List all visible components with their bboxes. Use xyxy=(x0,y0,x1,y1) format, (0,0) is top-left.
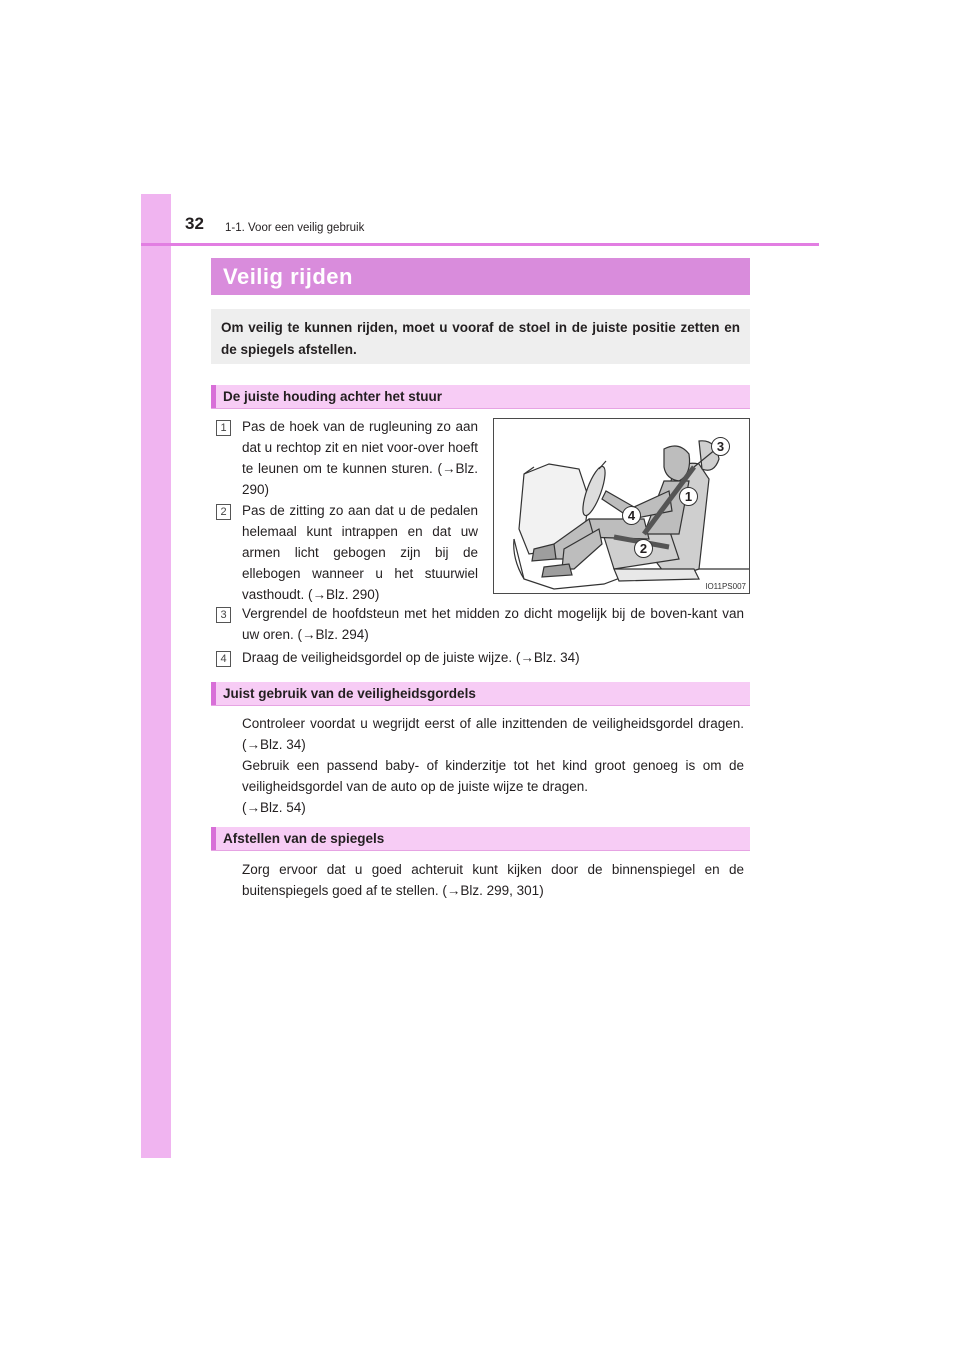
step-text: Vergrendel de hoofdsteun met het midden zo dicht mogelijk bij de boven-kant van uw oren. (→Blz. 294) xyxy=(242,606,744,642)
chapter-sidebar-tab xyxy=(141,194,171,1158)
callout-3: 3 xyxy=(711,437,730,456)
paragraph: Gebruik een passend baby- of kinderzitje tot het kind groot genoeg is om de veiligheidsgordel van de auto op de juiste wijze te dragen. xyxy=(242,758,744,794)
page-number: 32 xyxy=(185,214,204,233)
figure-code: IO11PS007 xyxy=(705,582,746,591)
breadcrumb: 1-1. Voor een veilig gebruik xyxy=(225,222,365,234)
intro-text: Om veilig te kunnen rijden, moet u vooraf de stoel in de juiste positie zetten en de spiegels afstellen. xyxy=(211,309,750,364)
paragraph: Zorg ervoor dat u goed achteruit kunt kijken door de binnenspiegel en de buitenspiegels goed af te stellen. (→Blz. 299, 301) xyxy=(242,862,744,898)
section-heading-seatbelts: Juist gebruik van de veiligheidsgordels xyxy=(211,682,750,706)
callout-1: 1 xyxy=(679,487,698,506)
step-number: 1 xyxy=(216,420,231,436)
step-text: Pas de zitting zo aan dat u de pedalen helemaal kunt intrappen en dat uw armen licht gebogen zijn bij de ellebogen wanneer u het stuurwiel vasthoudt. (→Blz. 290) xyxy=(242,503,478,602)
section-heading-posture: De juiste houding achter het stuur xyxy=(211,385,750,409)
driving-posture-illustration xyxy=(493,418,750,594)
step-number: 3 xyxy=(216,607,231,623)
callout-4: 4 xyxy=(622,506,641,525)
page-title: Veilig rijden xyxy=(211,258,750,295)
paragraph: Controleer voordat u wegrijdt eerst of alle inzittenden de veiligheidsgordel dragen. (→Blz. 34) xyxy=(242,716,744,752)
step-number: 2 xyxy=(216,504,231,520)
section-heading-mirrors: Afstellen van de spiegels xyxy=(211,827,750,851)
callout-2: 2 xyxy=(634,539,653,558)
step-text: Draag de veiligheidsgordel op de juiste wijze. (→Blz. 34) xyxy=(242,650,580,665)
paragraph: (→Blz. 54) xyxy=(242,800,306,815)
step-number: 4 xyxy=(216,651,231,667)
header-rule xyxy=(141,243,819,246)
step-text: Pas de hoek van de rugleuning zo aan dat u rechtop zit en niet voor-over hoeft te leunen om te kunnen sturen. (→Blz. 290) xyxy=(242,419,478,497)
